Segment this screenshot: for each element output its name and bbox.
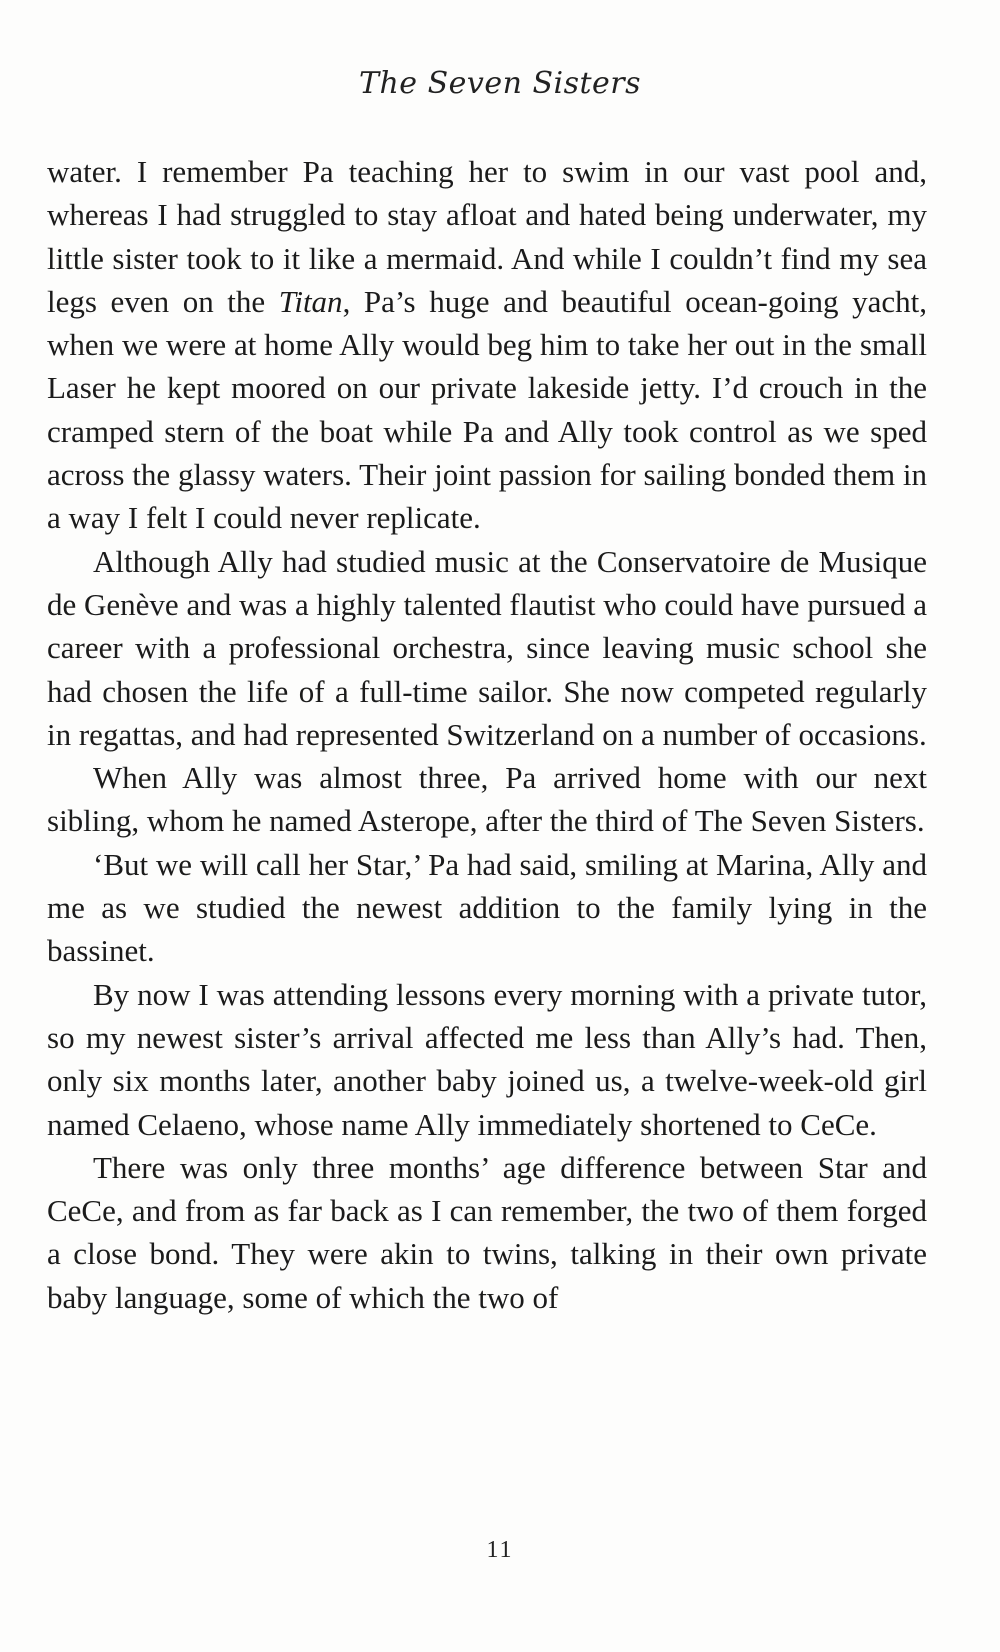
text-segment: ‘But we will call her Star,’ Pa had said, smiling at Marina, Ally and me as we studied the newest addition to the family lying in the bassinet. — [47, 846, 927, 969]
text-segment: When Ally was almost three, Pa arrived home with our next sibling, whom he named Asterope, after the third of The Seven Sisters. — [47, 760, 927, 839]
page-number: 11 — [486, 1537, 514, 1563]
paragraph — [47, 973, 927, 1146]
body-text — [47, 150, 927, 1319]
text-segment: Although Ally had studied music at the Conservatoire de Musique de Genève and was a highly talented flautist who could have pursued a career with a professional orchestra, since leaving music school she had chosen the life of a full-time sailor. She now competed regularly in regattas, and had represented Switzerland on a number of occasions. — [47, 543, 927, 752]
text-segment: There was only three months’ age difference between Star and CeCe, and from as far back as I can remember, the two of them forged a close bond. They were akin to twins, talking in their own private baby language, some of which the two of — [47, 1149, 927, 1315]
paragraph — [47, 540, 927, 756]
running-head: The Seven Sisters — [358, 66, 642, 101]
text-segment: water. I remember Pa teaching her to swim in our vast pool and, whereas I had struggled to stay afloat and hated being underwater, my little sister took to it like a mermaid. And while I couldn’t find my sea legs even on the — [47, 154, 927, 319]
paragraph — [47, 150, 927, 540]
text-segment: By now I was attending lessons every morning with a private tutor, so my newest sister’s arrival affected me less than Ally’s had. Then, only six months later, another baby joined us, a twelve-week-old girl named Celaeno, whose name Ally immediately shortened to CeCe. — [47, 976, 927, 1142]
paragraph — [47, 843, 927, 973]
paragraph — [47, 1146, 927, 1319]
text-segment: , Pa’s huge and beautiful ocean-going yacht, when we were at home Ally would beg him to take her out in the small Laser he kept moored on our private lakeside jetty. I’d crouch in the cramped stern of the boat while Pa and Ally took control as we sped across the glassy waters. Their joint passion for sailing bonded them in a way I felt I could never replicate. — [47, 283, 927, 536]
paragraph — [47, 756, 927, 843]
italic-text: Titan — [278, 283, 343, 319]
